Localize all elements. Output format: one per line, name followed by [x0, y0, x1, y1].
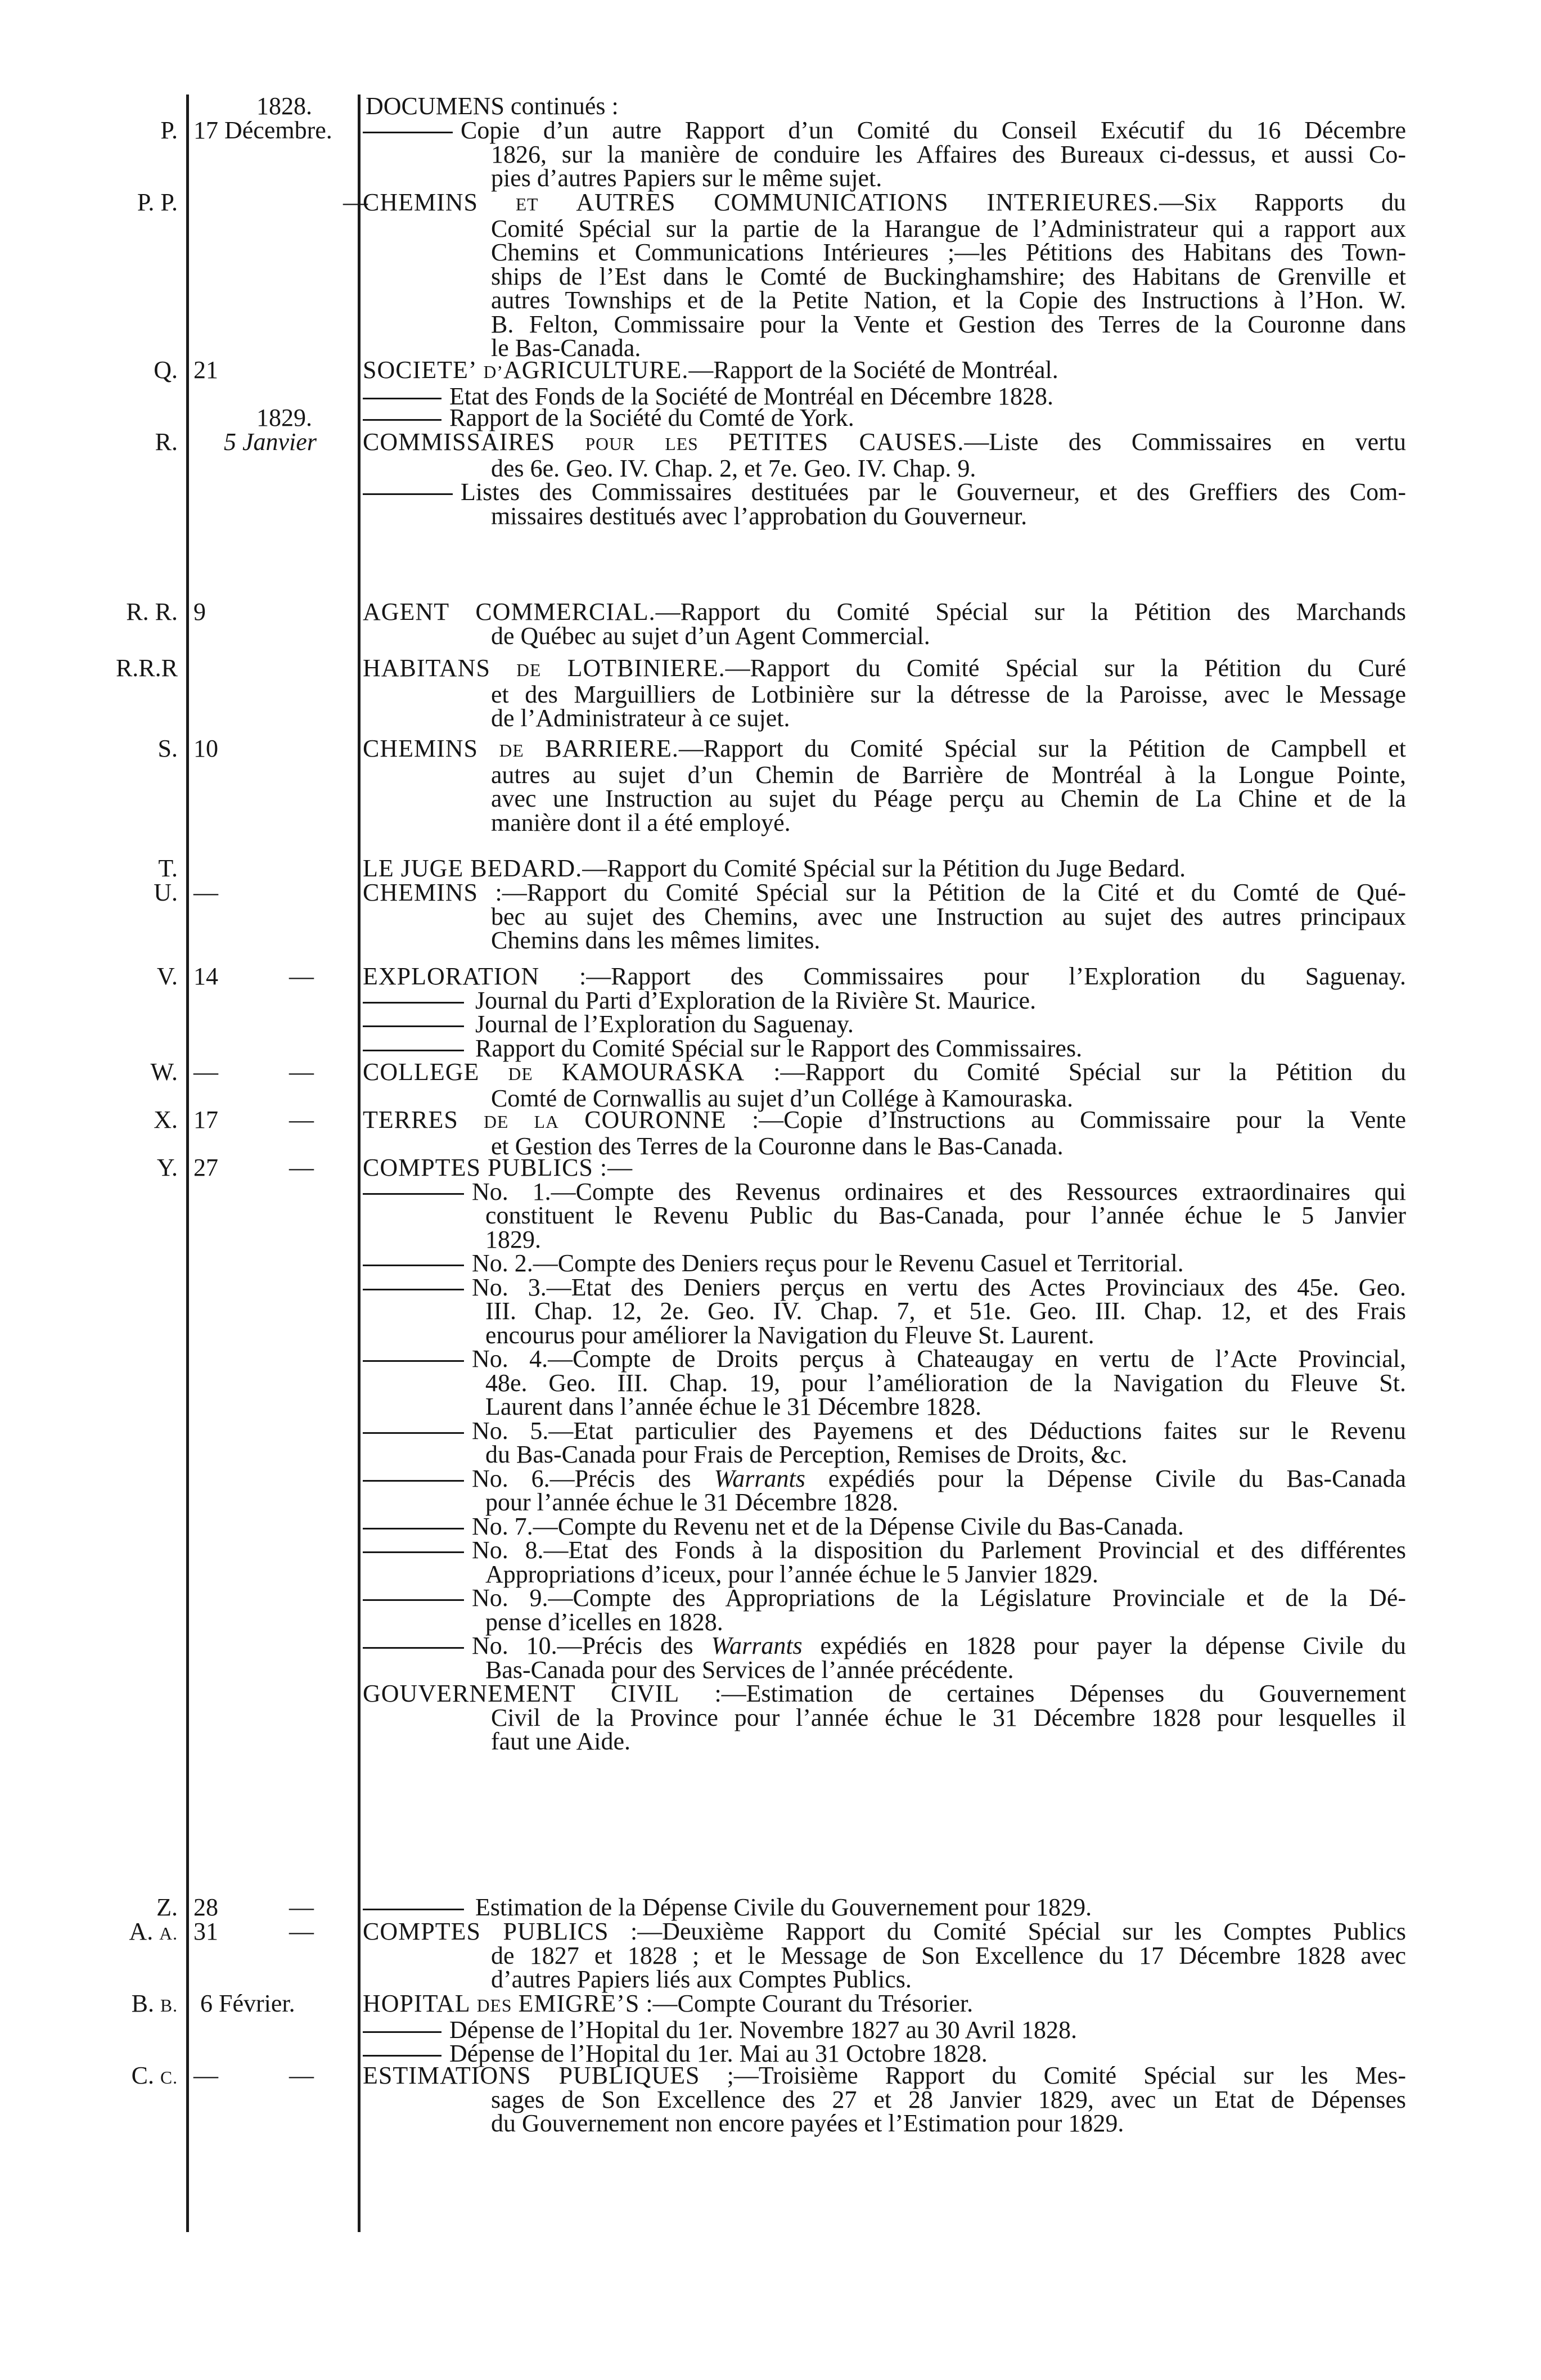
- entry-text: COMMISSAIRES POUR LES PETITES CAUSES.—Liste des Commissaires en vertu des 6e. Geo. IV. Chap. 2, et 7e. Geo. IV. Chap. 9. Listes des Commissaires destituées par le Gouverneur, et des Greffiers des Com- missaires destitués avec l’approbation du Gouverneur.: [363, 428, 1406, 530]
- entry-text: HOPITAL DES EMIGRE’S :—Compte Courant du Trésorier. Dépense de l’Hopital du 1er. Novembre 1827 au 30 Avril 1828. Dépense de l’Hopital du 1er. Mai au 31 Octobre 1828.: [363, 1990, 1078, 2067]
- entry-date: —: [289, 1058, 314, 1086]
- entry-number: 31: [193, 1918, 218, 1945]
- entry-text: SOCIETE’ D’AGRICULTURE.—Rapport de la Société de Montréal. Etat des Fonds de la Société de Montréal en Décembre 1828.: [363, 356, 1058, 410]
- account-item: No. 6.—Précis des Warrants expédiés pour la Dépense Civile du Bas-Canada: [472, 1464, 1407, 1492]
- entry-text: CHEMINS :—Rapport du Comité Spécial sur la Pétition de la Cité et du Comté de Qué- bec au sujet des Chemins, avec une Instruction au sujet des autres principaux Chemins dans les mêmes limites.: [363, 879, 1406, 954]
- entry-letter: S.: [157, 735, 178, 762]
- entry-letter: R.: [155, 428, 178, 456]
- entry-letter: U.: [154, 879, 178, 906]
- entry-text: COMPTES PUBLICS :—Deuxième Rapport du Comité Spécial sur les Comptes Publics de 1827 et 1828 ; et le Message de Son Excellence du 17 Décembre 1828 avec d’autres Papiers liés aux Comptes Publics.: [363, 1918, 1406, 1993]
- entry-letter: Q.: [154, 356, 178, 384]
- entry-date: —: [289, 2062, 314, 2089]
- entry-text: CHEMINS ET AUTRES COMMUNICATIONS INTERIEURES.—Six Rapports du Comité Spécial sur la partie de la Harangue de l’Administrateur qui a rapport aux Chemins et Communications Intérieures ;—les Pétitions des Habitans des Town- ships de l’Est dans le Comté de Buckinghamshire; des Habitans de Grenville et autres Townships et de la Petite Nation, et la Copie des Instructions à l’Hon. W. B. Felton, Commissaire pour la Vente et Gestion des Terres de la Couronne dans le Bas-Canada.: [363, 188, 1406, 362]
- entry-letter: P. P.: [137, 188, 178, 216]
- entry-date: —: [289, 1106, 314, 1133]
- account-item: No. 2.—Compte des Deniers reçus pour le Revenu Casuel et Territorial.: [472, 1249, 1184, 1277]
- entry-date: —: [289, 1918, 314, 1945]
- column-rule-right: [358, 95, 361, 2232]
- entry-text: HABITANS DE LOTBINIERE.—Rapport du Comité Spécial sur la Pétition du Curé et des Marguilliers de Lotbinière sur la détresse de la Paroisse, avec le Message de l’Administrateur à ce sujet.: [363, 654, 1406, 732]
- header-year-1828: 1828.: [256, 92, 312, 120]
- account-item: No. 9.—Compte des Appropriations de la Législature Provinciale et de la Dé-: [472, 1584, 1406, 1612]
- entry-text: Estimation de la Dépense Civile du Gouvernement pour 1829.: [363, 1896, 1406, 1920]
- entry-text: EXPLORATION :—Rapport des Commissaires pour l’Exploration du Saguenay. Journal du Parti d’Exploration de la Rivière St. Maurice. Journal de l’Exploration du Saguenay. Rapport du Comité Spécial sur le Rapport des Commissaires.: [363, 962, 1406, 1062]
- entry-number: —: [193, 1058, 218, 1086]
- entry-letter: Z.: [156, 1893, 178, 1921]
- entry-number: 10: [193, 735, 218, 762]
- entry-date: —: [289, 1893, 314, 1921]
- account-item: No. 1.—Compte des Revenus ordinaires et des Ressources extraordinaires qui: [472, 1177, 1406, 1205]
- entry-letter: A. A.: [129, 1918, 178, 1945]
- entry-date: —: [289, 1154, 314, 1181]
- entry-text: CHEMINS DE BARRIERE.—Rapport du Comité Spécial sur la Pétition de Campbell et autres au sujet d’un Chemin de Barrière de Montréal à la Longue Pointe, avec une Instruction au sujet du Péage perçu au Chemin de La Chine et de la manière dont il a été employé.: [363, 735, 1407, 836]
- entry-number: 27: [193, 1154, 218, 1181]
- entry-text: Copie d’un autre Rapport d’un Comité du Conseil Exécutif du 16 Décembre 1826, sur la manière de conduire les Affaires des Bureaux ci-dessus, et aussi Co- pies d’autres Papiers sur le même sujet.: [363, 119, 1406, 191]
- entry-text: TERRES DE LA COURONNE :—Copie d’Instructions au Commissaire pour la Vente et Gestion des Terres de la Couronne dans le Bas-Canada.: [363, 1106, 1407, 1160]
- entry-letter: P.: [160, 116, 178, 144]
- document-title: DOCUMENS continués :: [366, 92, 619, 120]
- column-rule-left: [186, 95, 189, 2232]
- entry-letter: X.: [154, 1106, 178, 1133]
- entry-number: 9: [193, 598, 206, 626]
- account-item: No. 5.—Etat particulier des Payemens et des Déductions faites sur le Revenu: [472, 1416, 1406, 1445]
- account-item: No. 3.—Etat des Deniers perçus en vertu des Actes Provinciaux des 45e. Geo.: [472, 1273, 1406, 1301]
- account-item: No. 8.—Etat des Fonds à la disposition du Parlement Provincial et des différentes: [472, 1536, 1406, 1564]
- entry-letter: T.: [158, 854, 178, 882]
- entry-number: —: [193, 2062, 218, 2089]
- entry-text: ESTIMATIONS PUBLIQUES ;—Troisième Rapport du Comité Spécial sur les Mes- sages de Son Excellence des 27 et 28 Janvier 1829, avec un Etat de Dépenses du Gouvernement non encore payées et l’Estimation pour 1829.: [363, 2062, 1406, 2137]
- q-subentry: Rapport de la Société du Comté de York.: [449, 404, 854, 431]
- account-item: No. 10.—Précis des Warrants expédiés en 1828 pour payer la dépense Civile du: [472, 1632, 1406, 1659]
- entry-letter: W.: [150, 1058, 178, 1086]
- entry-number: 21: [193, 356, 218, 384]
- entry-date: 17 Décembre.: [193, 116, 332, 144]
- entry-number: 14: [193, 962, 218, 990]
- entry-text: COLLEGE DE KAMOURASKA :—Rapport du Comité Spécial sur la Pétition du Comté de Cornwallis au sujet d’un Collége à Kamouraska.: [363, 1058, 1407, 1112]
- entry-text: COMPTES PUBLICS :— No. 1.—Compte des Revenus ordinaires et des Ressources extraordinaires qui constituent le Revenu Public du Bas-Canada, pour l’année échue le 5 Janvier 1829. No. 2.—Compte des Deniers reçus pour le Revenu Casuel et Territorial. No. 3.—Etat des Deniers perçus en vertu des Actes Provinciaux des 45e. Geo. III. Chap. 12, 2e. Geo. IV. Chap. 7, et 51e. Geo. III. Chap. 12, et des Frais encourus pour améliorer la Navigation du Fleuve St. Laurent. No. 4.—Compte de Droits perçus à Chateaugay en vertu de l’Acte Provincial, 48e. Geo. III. Chap. 19, pour l’amélioration de la Navigation du Fleuve St. Laurent dans l’année échue le 31 Décembre 1828. No. 5.—Etat particulier des Payemens et des Déductions faites sur le Revenu du Bas-Canada pour Frais de Perception, Remises de Droits, &c. No. 6.—Précis des Warrants expédiés pour la Dépense Civile du Bas-Canada pour l’année échue le 31 Décembre 1828. No. 7.—Compte du Revenu net et de la Dépense Civile du Bas-Canada. No. 8.—Etat des Fonds à la disposition du Parlement Provincial et des différentes Appropriations d’iceux, pour l’année échue le 5 Janvier 1829. No. 9.—Compte des Appropriations de la Législature Provinciale et de la Dé- pense d’icelles en 1828. No. 10.—Précis des Warrants expédiés en 1828 pour payer la dépense Civile du Bas-Canada pour des Services de l’année précédente. GOUVERNEMENT CIVIL :—Estimation de certaines Dépenses du Gouvernement Civil de la Province pour l’année échue le 31 Décembre 1828 pour lesquelles il faut une Aide.: [363, 1154, 1407, 1755]
- entry-letter: Y.: [156, 1154, 178, 1181]
- entry-letter: R. R.: [126, 598, 178, 626]
- entry-dash: —: [343, 188, 368, 216]
- entry-letter: R.R.R: [115, 654, 178, 682]
- header-year-1829: 1829.: [256, 404, 312, 431]
- entry-text: AGENT COMMERCIAL.—Rapport du Comité Spécial sur la Pétition des Marchands de Québec au sujet d’un Agent Commercial.: [363, 598, 1406, 650]
- entry-letter: V.: [156, 962, 178, 990]
- entry-number: —: [193, 879, 218, 906]
- account-item: No. 7.—Compte du Revenu net et de la Dépense Civile du Bas-Canada.: [472, 1512, 1184, 1540]
- account-item: No. 4.—Compte de Droits perçus à Chateaugay en vertu de l’Acte Provincial,: [472, 1345, 1406, 1373]
- entry-letter: B. B.: [131, 1990, 178, 2017]
- entry-date: 5 Janvier: [224, 428, 317, 456]
- entry-number: 28: [193, 1893, 218, 1921]
- entry-text: LE JUGE BEDARD.—Rapport du Comité Spécial sur la Pétition du Juge Bedard.: [363, 854, 1186, 882]
- entry-number: 17: [193, 1106, 218, 1133]
- entry-date: —: [289, 962, 314, 990]
- entry-date: 6 Février.: [200, 1990, 295, 2017]
- entry-letter: C. C.: [131, 2062, 178, 2089]
